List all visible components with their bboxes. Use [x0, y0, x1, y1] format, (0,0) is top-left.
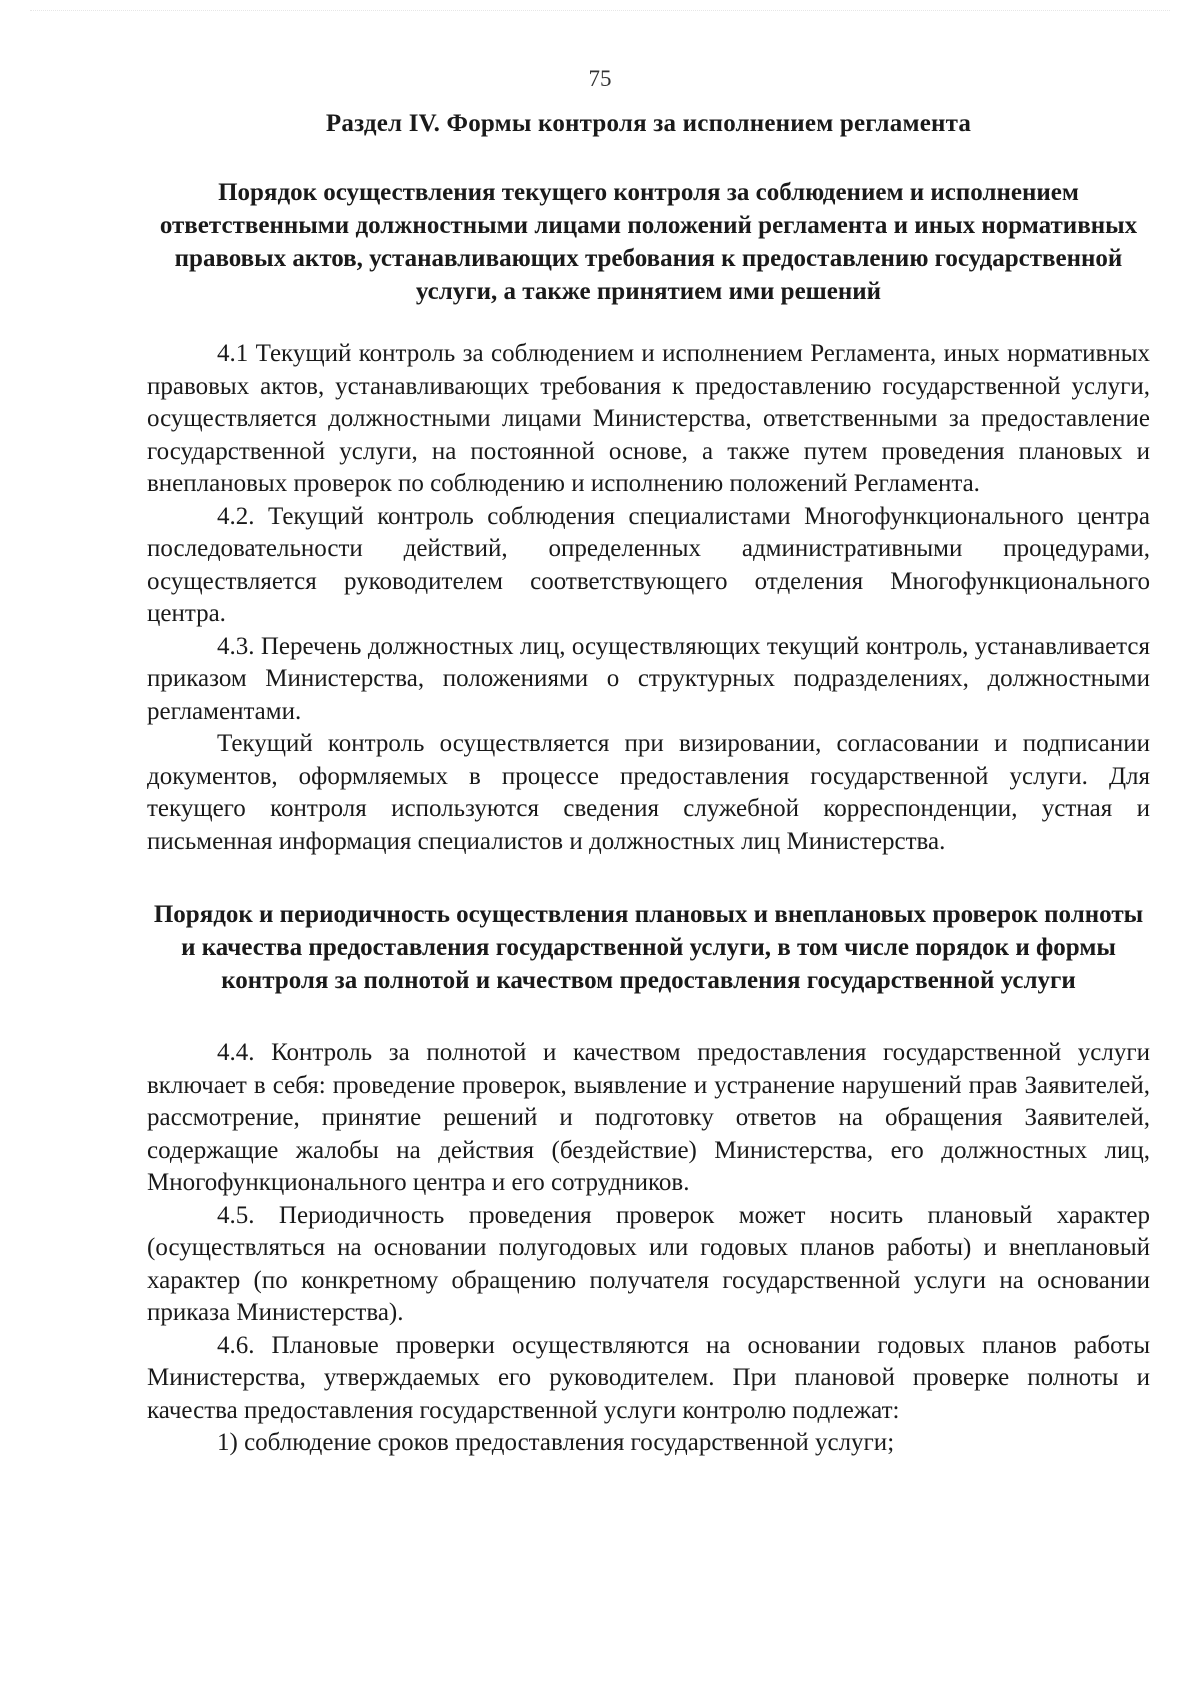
paragraph-4-6: 4.6. Плановые проверки осуществляются на основании годовых планов работы Министерства, утверждаемых его руководителем. При плановой проверке полноты и качества предоставления государственной услуги контролю подлежат: [147, 1331, 1150, 1424]
paragraph-4-4: 4.4. Контроль за полнотой и качеством предоставления государственной услуги включает в себя: проведение проверок, выявление и устранение нарушений прав Заявителей, рассмотрение, принятие решений и подготовку ответов на обращения Заявителей, содержащие жалобы на действия (бездействие) Министерства, его должностных лиц, Многофункционального центра и его сотрудников. [147, 1039, 1150, 1196]
subheading-inspections: Порядок и периодичность осуществления плановых и внеплановых проверок полноты и качества предоставления государственной услуги, в том числе порядок и формы контроля за полнотой и качеством предоставления государственной услуги [153, 901, 1144, 994]
paragraph-current-control-details: Текущий контроль осуществляется при визировании, согласовании и подписании документов, оформляемых в процессе предоставления государственной услуги. Для текущего контроля используются сведения служебной корреспонденции, устная и письменная информация специалистов и должностных лиц Министерства. [147, 730, 1150, 855]
document-body [147, 108, 1150, 1460]
paragraph-4-1: 4.1 Текущий контроль за соблюдением и исполнением Регламента, иных нормативных правовых актов, устанавливающих требования к предоставлению государственной услуги, осуществляется должностными лицами Министерства, ответственными за предоставление государственной услуги, на постоянной основе, а также путем проведения плановых и внеплановых проверок по соблюдению и исполнению положений Регламента. [147, 340, 1150, 497]
page-number: 75 [588, 66, 612, 91]
scan-artifact [30, 10, 1170, 17]
paragraph-4-2: 4.2. Текущий контроль соблюдения специалистами Многофункционального центра последовательности действий, определенных административными процедурами, осуществляется руководителем соответствующего отделения Многофункционального центра. [147, 502, 1150, 627]
paragraph-4-5: 4.5. Периодичность проведения проверок может носить плановый характер (осуществляться на основании полугодовых или годовых планов работы) и внеплановый характер (по конкретному обращению получателя государственной услуги на основании приказа Министерства). [147, 1201, 1150, 1326]
subheading-current-control: Порядок осуществления текущего контроля за соблюдением и исполнением ответственными должностными лицами положений регламента и иных нормативных правовых актов, устанавливающих требования к предоставлению государственной услуги, а также принятием ими решений [159, 179, 1138, 305]
section-title: Раздел IV. Формы контроля за исполнением регламента [325, 110, 972, 137]
paragraph-4-3: 4.3. Перечень должностных лиц, осуществляющих текущий контроль, устанавливается приказом Министерства, положениями о структурных подразделениях, должностными регламентами. [147, 632, 1150, 725]
list-item-1: 1) соблюдение сроков предоставления государственной услуги; [217, 1429, 895, 1456]
